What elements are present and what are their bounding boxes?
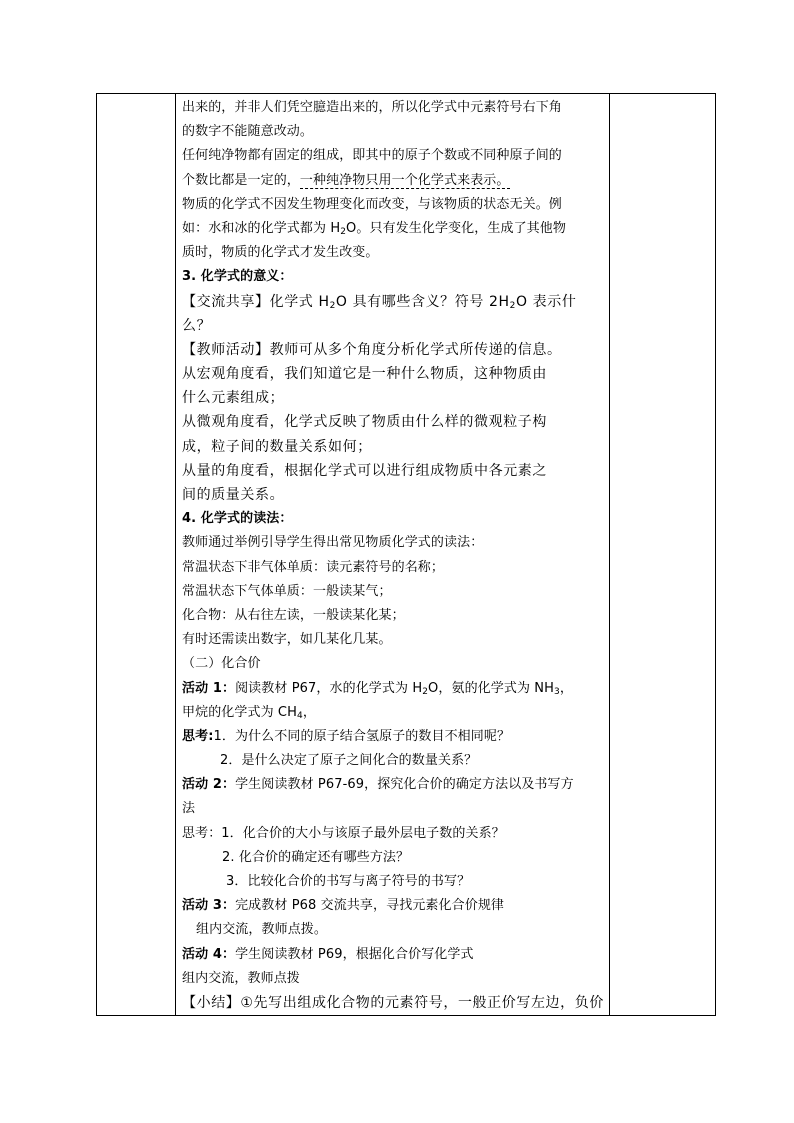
subscript: 2 xyxy=(509,300,516,311)
text-fragment: 如：水和冰的化学式都为 H xyxy=(182,220,341,236)
text-fragment: 学生阅读教材 P69，根据化合价写化学式 xyxy=(235,946,474,962)
text-line xyxy=(182,773,603,797)
text-line: 从宏观角度看，我们知道它是一种什么物质，这种物质由 xyxy=(182,366,547,383)
text-fragment: 1．为什么不同的原子结合氢原子的数目不相同呢？ xyxy=(213,728,511,744)
activity-label: 活动 4： xyxy=(182,946,236,962)
text-line: 出来的，并非人们凭空臆造出来的，所以化学式中元素符号右下角 xyxy=(182,100,562,115)
text-fragment: O 表示什 xyxy=(516,293,577,310)
subscript: 2 xyxy=(422,686,429,697)
text-line: 化合物：从右往左读，一般读某化某； xyxy=(182,607,405,623)
text-line: 什么元素组成； xyxy=(182,390,285,407)
text-line: 2. 化合价的确定还有哪些方法？ xyxy=(222,849,410,865)
text-line: 成，粒子间的数量关系如何； xyxy=(182,438,372,455)
text-line: 思考：1．化合价的大小与该原子最外层电子数的关系？ xyxy=(182,825,505,841)
lesson-table xyxy=(96,93,716,1016)
left-column-cell xyxy=(97,94,176,1016)
activity-label: 活动 2： xyxy=(182,777,236,793)
text-fragment: O 具有哪些含义？符号 2H xyxy=(335,293,510,310)
text-line: 教师通过举例引导学生得出常见物质化学式的读法： xyxy=(182,535,484,551)
text-line: 么？ xyxy=(182,317,212,334)
text-line: 常温状态下气体单质：一般读某气； xyxy=(182,583,392,599)
text-line: 任何纯净物都有固定的组成，即其中的原子个数或不同种原子间的 xyxy=(182,148,562,164)
text-line xyxy=(182,943,603,967)
text-line: 法 xyxy=(182,801,196,817)
subscript: 2 xyxy=(340,226,347,237)
text-fragment: O。只有发生化学变化，生成了其他物 xyxy=(346,220,566,236)
text-line xyxy=(182,701,603,725)
text-line xyxy=(182,169,603,193)
think-label: 思考: xyxy=(182,728,214,744)
text-line: 3．比较化合价的书写与离子符号的书写？ xyxy=(226,874,471,889)
activity-label: 活动 1： xyxy=(182,680,236,696)
text-fragment: ， xyxy=(302,704,316,720)
text-line xyxy=(182,894,603,918)
text-line: 2．是什么决定了原子之间化合的数量关系？ xyxy=(220,753,478,769)
text-line: 从微观角度看，化学式反映了物质由什么样的微观粒子构 xyxy=(182,414,547,431)
right-column-cell xyxy=(610,94,716,1016)
text-line: 的数字不能随意改动。 xyxy=(182,124,314,140)
text-line: 从量的角度看，根据化学式可以进行组成物质中各元素之 xyxy=(182,462,547,479)
subscript: 3 xyxy=(554,686,560,697)
text-fragment: 【交流共享】化学式 H xyxy=(182,293,330,310)
table-row xyxy=(97,94,716,1016)
text-line xyxy=(182,217,603,241)
section-heading: 4. 化学式的读法： xyxy=(182,511,293,527)
text-line: 间的质量关系。 xyxy=(182,487,285,503)
text-fragment: ， xyxy=(559,680,573,696)
subscript: 4 xyxy=(297,710,303,721)
subsection-heading: （二）化合价 xyxy=(182,656,261,672)
text-line: 质时，物质的化学式才发生改变。 xyxy=(182,245,379,261)
text-line: 常温状态下非气体单质：读元素符号的名称； xyxy=(182,559,445,575)
text-line: 有时还需读出数字，如几某化几某。 xyxy=(182,632,392,648)
text-line: 组内交流，教师点拨 xyxy=(182,970,300,986)
text-fragment: 个数比都是一定的， xyxy=(182,172,300,188)
text-line: 【小结】①先写出组成化合物的元素符号，一般正价写左边，负价 xyxy=(182,994,604,1011)
section-heading: 3. 化学式的意义： xyxy=(182,269,293,285)
text-fragment: O，氨的化学式为 NH xyxy=(428,680,554,696)
text-fragment: 甲烷的化学式为 CH xyxy=(182,704,297,720)
text-line xyxy=(182,677,603,701)
text-fragment: 完成教材 P68 交流共享，寻找元素化合价规律 xyxy=(235,898,505,914)
text-line: 物质的化学式不因发生物理变化而改变，与该物质的状态无关。例 xyxy=(182,196,562,212)
subscript: 2 xyxy=(329,300,336,311)
text-line xyxy=(182,290,603,314)
text-line: 【教师活动】教师可从多个角度分析化学式所传递的信息。 xyxy=(182,341,562,358)
text-line xyxy=(182,725,603,749)
text-fragment: 阅读教材 P67，水的化学式为 H xyxy=(235,680,423,696)
emphasized-text: 一种纯净物只用一个化学式来表示。 xyxy=(299,172,510,188)
text-line: 组内交流，教师点拨。 xyxy=(196,922,328,938)
text-fragment: 学生阅读教材 P67-69，探究化合价的确定方法以及书写方 xyxy=(235,777,574,793)
content-cell xyxy=(176,94,610,1016)
activity-label: 活动 3： xyxy=(182,898,236,914)
